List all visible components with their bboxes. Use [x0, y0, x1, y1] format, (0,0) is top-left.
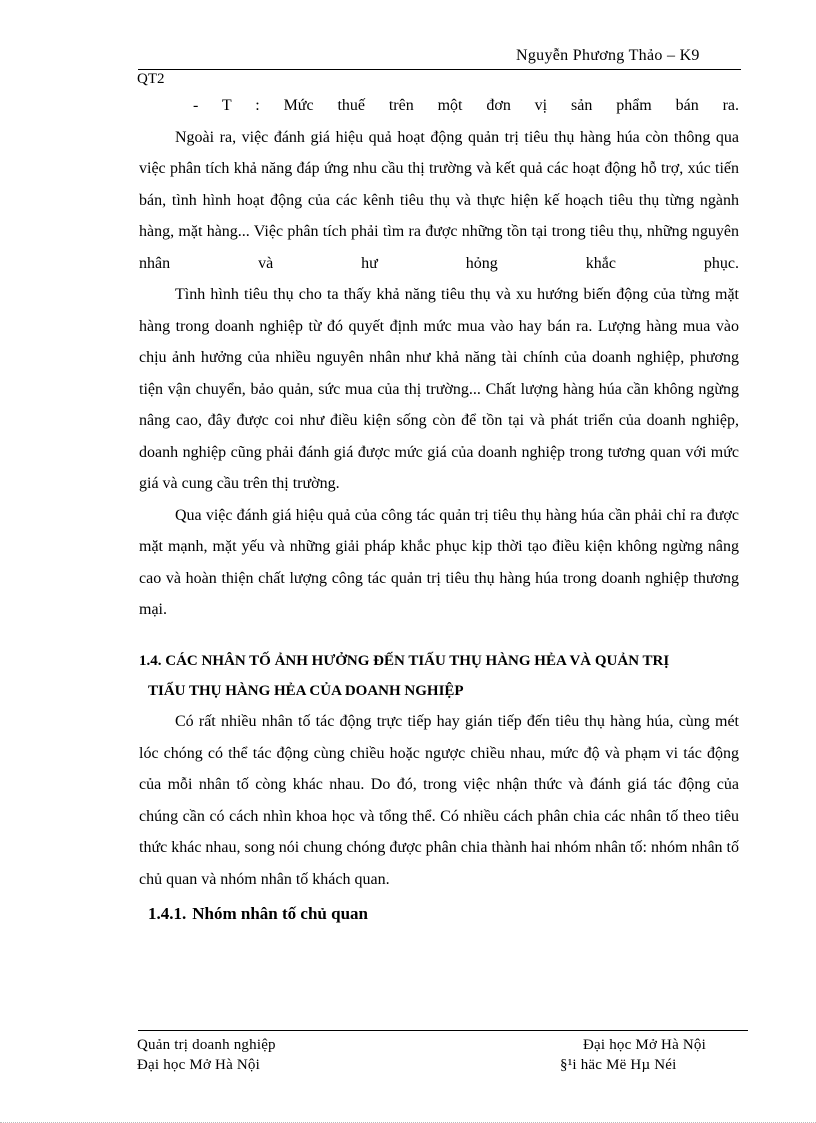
paragraph-1: Ngoài ra, việc đánh giá hiệu quả hoạt động quản trị tiêu thụ hàng húa còn thông qua việc phân tích khả năng đáp ứng nhu cầu thị trường và kết quả các hoạt động hỗ trợ, xúc tiến bán, tình hình hoạt động của các kênh tiêu thụ và thực hiện kế hoạch tiêu thụ từng ngành hàng, mặt hàng... Việc phân tích phải tìm ra được những tồn tại trong tiêu thụ, những nguyên nhân và hư hỏng khắc phục.	[139, 128, 739, 272]
paragraph-4: Có rất nhiều nhân tố tác động trực tiếp hay gián tiếp đến tiêu thụ hàng húa, cùng mét lóc chóng có thể tác động cùng chiều hoặc ngược chiều nhau, mức độ và phạm vi tác động của mỗi nhân tố còng khác nhau. Do đó, trong việc nhận thức và đánh giá tác động của chúng cần có cách nhìn khoa học và tổng thể. Có nhiều cách phân chia các nhân tố theo tiêu thức khác nhau, song nói chung chóng được phân chia thành hai nhóm nhân tố: nhóm nhân tố chủ quan và nhóm nhân tố khách quan.	[139, 713, 739, 888]
section-heading-line-2: TIẤU THỤ HÀNG HẺA CỦA DOANH NGHIỆP	[148, 683, 464, 699]
footer-right-line-1: Đại học Mở Hà Nội	[583, 1037, 706, 1053]
header-code: QT2	[137, 71, 165, 87]
paragraph-3: Qua việc đánh giá hiệu quả của công tác quản trị tiêu thụ hàng húa cần phải chỉ ra được mặt mạnh, mặt yếu và những giải pháp khắc phục kịp thời tạo điều kiện không ngừng nâng cao và hoàn thiện chất lượng công tác quản trị tiêu thụ hàng húa trong doanh nghiệp thương mại.	[139, 506, 739, 618]
subsection-title: Nhóm nhân tố chủ quan	[192, 904, 368, 923]
subsection-heading	[148, 904, 368, 924]
formula-line: - T : Mức thuế trên một đơn vị sản phẩm bán ra.	[193, 97, 739, 114]
subsection-number: 1.4.1.	[148, 904, 187, 923]
section-heading	[139, 646, 744, 706]
header-author: Nguyễn Phương Thảo – K9	[516, 47, 700, 64]
paragraph-2: Tình hình tiêu thụ cho ta thấy khả năng tiêu thụ và xu hướng biến động của từng mặt hàng trong doanh nghiệp từ đó quyết định mức mua vào hay bán ra. Lượng hàng mua vào chịu ảnh hưởng của nhiều nguyên nhân như khả năng tài chính của doanh nghiệp, phương tiện vận chuyển, bảo quản, sức mua của thị trường... Chất lượng hàng húa cần không ngừng nâng cao, đây được coi như điều kiện sống còn để tồn tại và phát triển của doanh nghiệp, doanh nghiệp cũng phải đánh giá được mức giá của doanh nghiệp trong tương quan với mức giá và cung cầu trên thị trường.	[139, 286, 739, 492]
footer-left-line-2: Đại học Mở Hà Nội	[137, 1057, 260, 1073]
main-text-block-2	[139, 706, 739, 895]
footer-left-line-1: Quản trị doanh nghiệp	[137, 1037, 276, 1053]
footer-right-line-2: §¹i häc Më Hµ Néi	[560, 1057, 677, 1073]
main-text-block-1	[139, 90, 739, 626]
section-heading-line-1: 1.4. CÁC NHÂN TỐ ẢNH HƯỞNG ĐẾN TIẤU THỤ HÀNG HẺA VÀ QUẢN TRỊ	[139, 653, 670, 669]
header-rule	[138, 69, 741, 70]
footer-rule	[138, 1030, 748, 1031]
